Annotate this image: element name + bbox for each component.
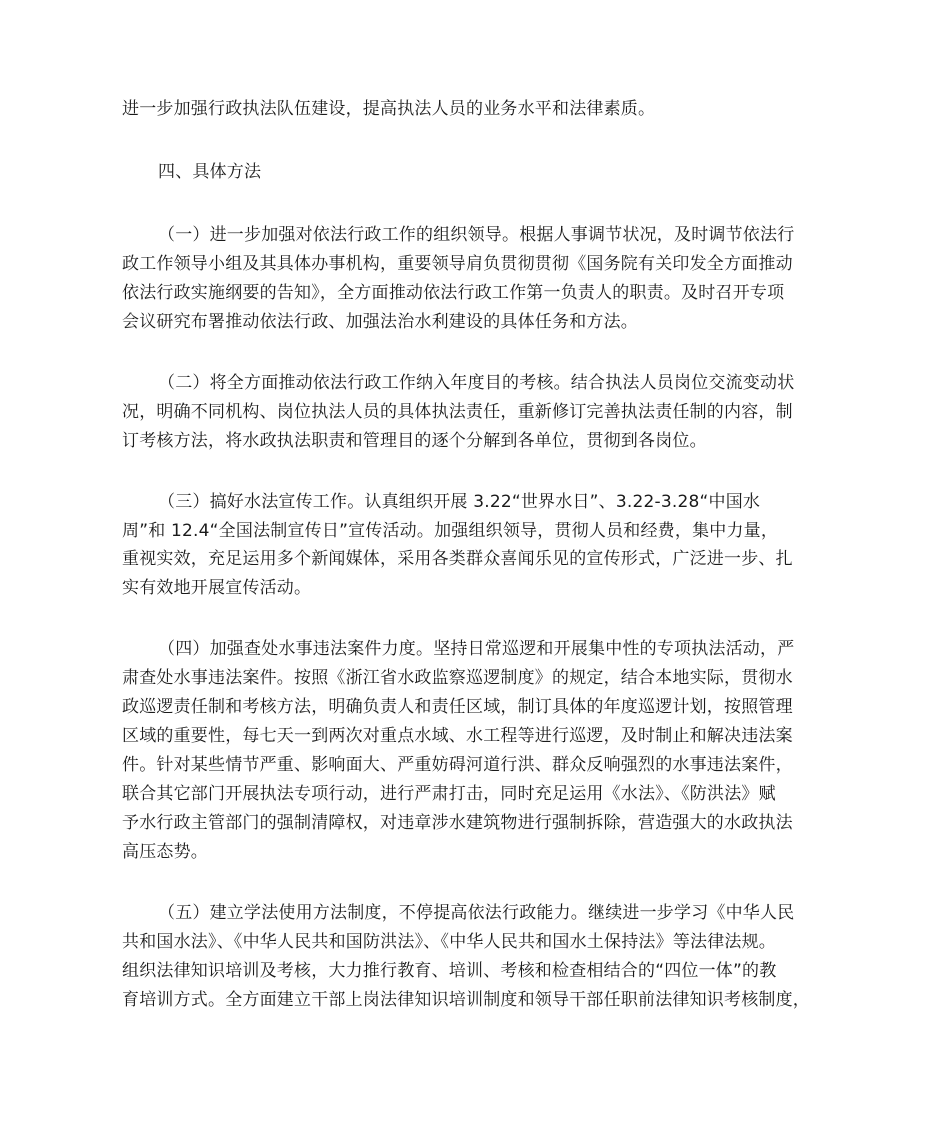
- paragraph-2-line: 订考核方法，将水政执法职责和管理目的逐个分解到各单位，贯彻到各岗位。: [122, 431, 707, 451]
- paragraph-5-line: 育培训方式。全方面建立干部上岗法律知识培训制度和领导干部任职前法律知识考核制度，: [122, 990, 810, 1010]
- paragraph-4-line: 肃查处水事违法案件。按照《浙江省水政监察巡逻制度》的规定，结合本地实际，贯彻水: [122, 668, 793, 688]
- paragraph-2-line: （二）将全方面推动依法行政工作纳入年度目的考核。结合执法人员岗位交流变动状: [158, 373, 795, 393]
- paragraph-3-line: 重视实效，充足运用多个新闻媒体，采用各类群众喜闻乐见的宣传形式，广泛进一步、扎: [122, 549, 793, 569]
- paragraph-4-line: 件。针对某些情节严重、影响面大、严重妨碍河道行洪、群众反响强烈的水事违法案件，: [122, 755, 793, 775]
- paragraph-2-line: 况，明确不同机构、岗位执法人员的具体执法责任，重新修订完善执法责任制的内容，制: [122, 402, 793, 422]
- section-heading: 四、具体方法: [158, 162, 262, 182]
- paragraph-1-line: 依法行政实施纲要的告知》，全方面推动依法行政工作第一负责人的职责。及时召开专项: [122, 283, 785, 303]
- text-line: 进一步加强行政执法队伍建设，提高执法人员的业务水平和法律素质。: [122, 99, 656, 119]
- paragraph-4-line: 区域的重要性，每七天一到两次对重点水域、水工程等进行巡逻，及时制止和解决违法案: [122, 726, 793, 746]
- paragraph-3-line: 实有效地开展宣传活动。: [122, 578, 312, 598]
- paragraph-5-line: （五）建立学法使用方法制度，不停提高依法行政能力。继续进一步学习《中华人民: [158, 903, 795, 923]
- paragraph-4-line: 予水行政主管部门的强制清障权，对违章涉水建筑物进行强制拆除，营造强大的水政执法: [122, 813, 793, 833]
- paragraph-1-line: （一）进一步加强对依法行政工作的组织领导。根据人事调节状况，及时调节依法行: [158, 225, 795, 245]
- paragraph-4-line: 高压态势。: [122, 842, 208, 862]
- paragraph-4-line: 政巡逻责任制和考核方法，明确负责人和责任区域，制订具体的年度巡逻计划，按照管理: [122, 697, 793, 717]
- paragraph-1-line: 政工作领导小组及其具体办事机构，重要领导肩负贯彻贯彻《国务院有关印发全方面推动: [122, 254, 793, 274]
- paragraph-4-line: 联合其它部门开展执法专项行动，进行严肃打击，同时充足运用《水法》、《防洪法》赋: [122, 784, 776, 804]
- paragraph-1-line: 会议研究布署推动依法行政、加强法治水利建设的具体任务和方法。: [122, 312, 638, 332]
- paragraph-3-line: 周”和 12.4“全国法制宣传日”宣传活动。加强组织领导，贯彻人员和经费，集中力量，: [122, 521, 779, 541]
- paragraph-5-line: 共和国水法》、《中华人民共和国防洪法》、《中华人民共和国水土保持法》等法律法规。: [122, 932, 776, 952]
- paragraph-4-line: （四）加强查处水事违法案件力度。坚持日常巡逻和开展集中性的专项执法活动，严: [158, 639, 795, 659]
- paragraph-3-line: （三）搞好水法宣传工作。认真组织开展 3.22“世界水日”、3.22-3.28“中国水: [158, 492, 761, 512]
- paragraph-5-line: 组织法律知识培训及考核，大力推行教育、培训、考核和检查相结合的“四位一体”的教: [122, 961, 777, 981]
